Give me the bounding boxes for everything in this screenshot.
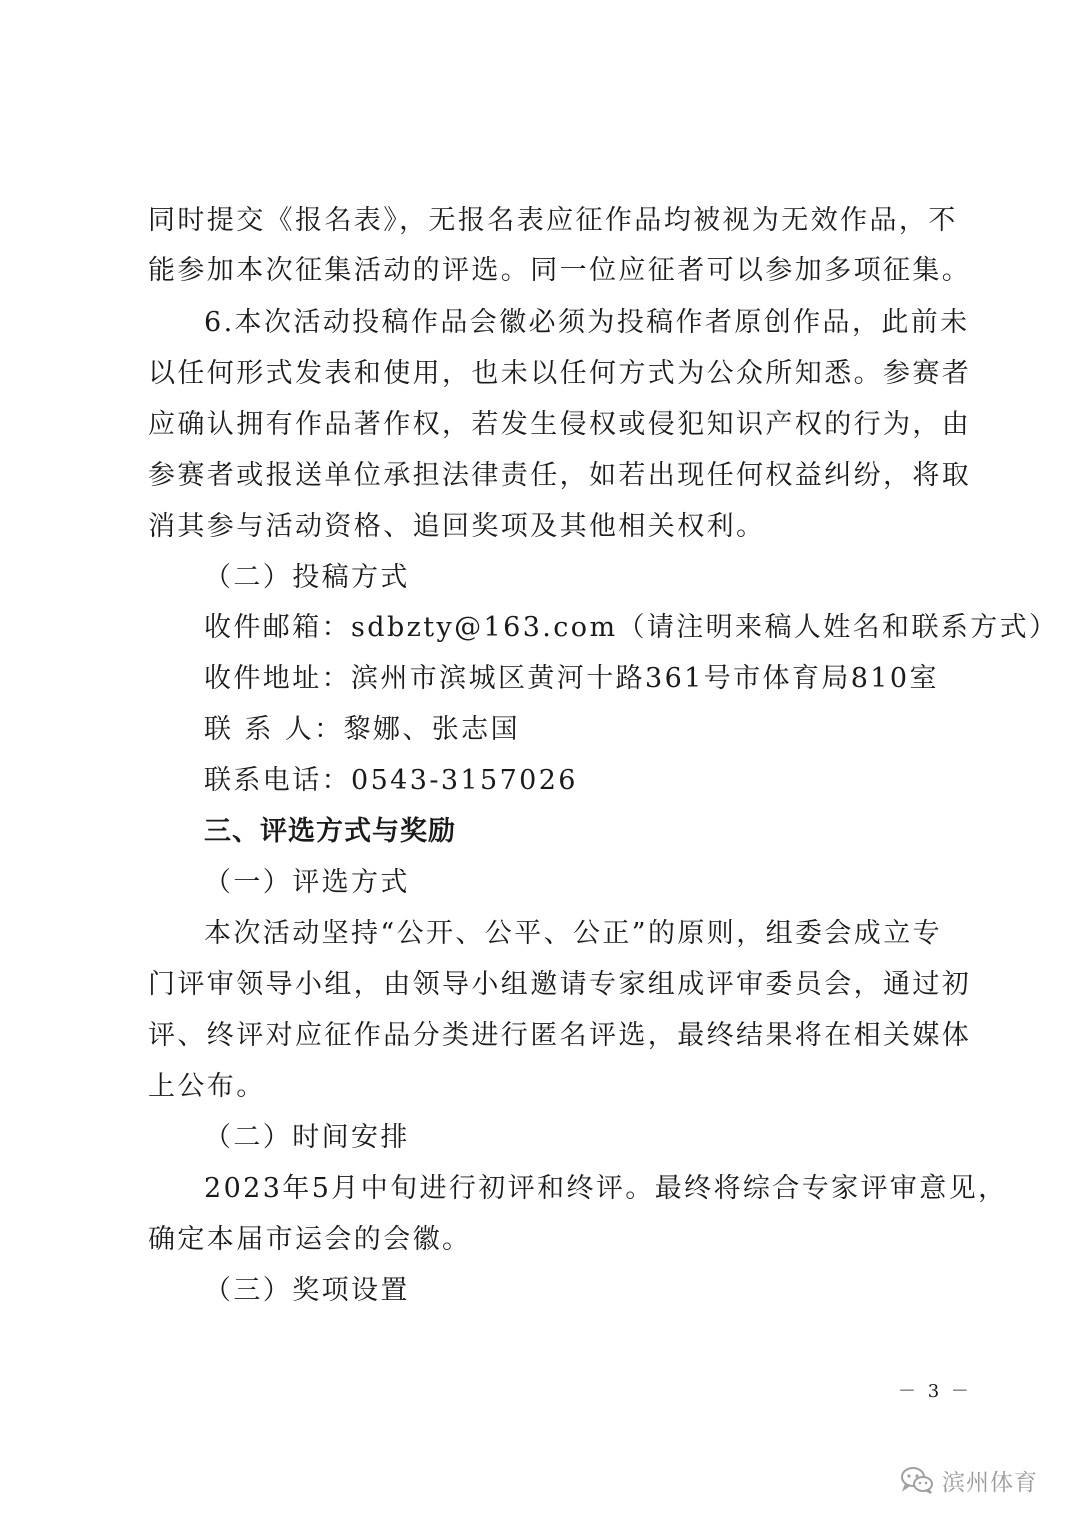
- paragraph-line: 2023年5月中旬进行初评和终评。最终将综合专家评审意见，: [204, 1173, 1008, 1204]
- paragraph-line: 门评审领导小组，由领导小组邀请专家组成评审委员会，通过初: [148, 969, 972, 1000]
- contact-address-line: 收件地址：滨州市滨城区黄河十路361号市体育局810室: [204, 663, 939, 694]
- subsection-heading: （二）时间安排: [204, 1122, 410, 1153]
- paragraph-line: 参赛者或报送单位承担法律责任，如若出现任何权益纠纷，将取: [148, 460, 972, 491]
- subsection-heading: （二）投稿方式: [204, 562, 410, 593]
- paragraph-line: 确定本届市运会的会徽。: [148, 1224, 472, 1255]
- section-heading: 三、评选方式与奖励: [204, 816, 456, 847]
- paragraph-line: 6.本次活动投稿作品会徽必须为投稿作者原创作品，此前未: [204, 307, 970, 338]
- contact-phone-line: 联系电话：0543-3157026: [204, 765, 578, 796]
- contact-email-line: 收件邮箱：sdbzty@163.com（请注明来稿人姓名和联系方式）: [204, 612, 1059, 643]
- paragraph-line: 消其参与活动资格、追回奖项及其他相关权利。: [148, 511, 766, 542]
- paragraph-line: 应确认拥有作品著作权，若发生侵权或侵犯知识产权的行为，由: [148, 409, 972, 440]
- page-number: － 3 －: [898, 1381, 972, 1402]
- paragraph-line: 能参加本次征集活动的评选。同一位应征者可以参加多项征集。: [148, 255, 972, 286]
- paragraph-line: 同时提交《报名表》，无报名表应征作品均被视为无效作品，不: [148, 205, 958, 236]
- wechat-icon: [900, 1465, 934, 1495]
- paragraph-line: 上公布。: [148, 1071, 266, 1102]
- subsection-heading: （一）评选方式: [204, 867, 410, 898]
- paragraph-line: 评、终评对应征作品分类进行匿名评选，最终结果将在相关媒体: [148, 1020, 972, 1051]
- paragraph-line: 以任何形式发表和使用，也未以任何方式为公众所知悉。参赛者: [148, 358, 972, 389]
- watermark-text: 滨州体育: [942, 1469, 1038, 1496]
- contact-person-line: 联 系 人：黎娜、张志国: [204, 714, 520, 745]
- paragraph-line: 本次活动坚持“公开、公平、公正”的原则，组委会成立专: [204, 918, 943, 949]
- subsection-heading: （三）奖项设置: [204, 1275, 410, 1306]
- account-watermark: [900, 1460, 1038, 1500]
